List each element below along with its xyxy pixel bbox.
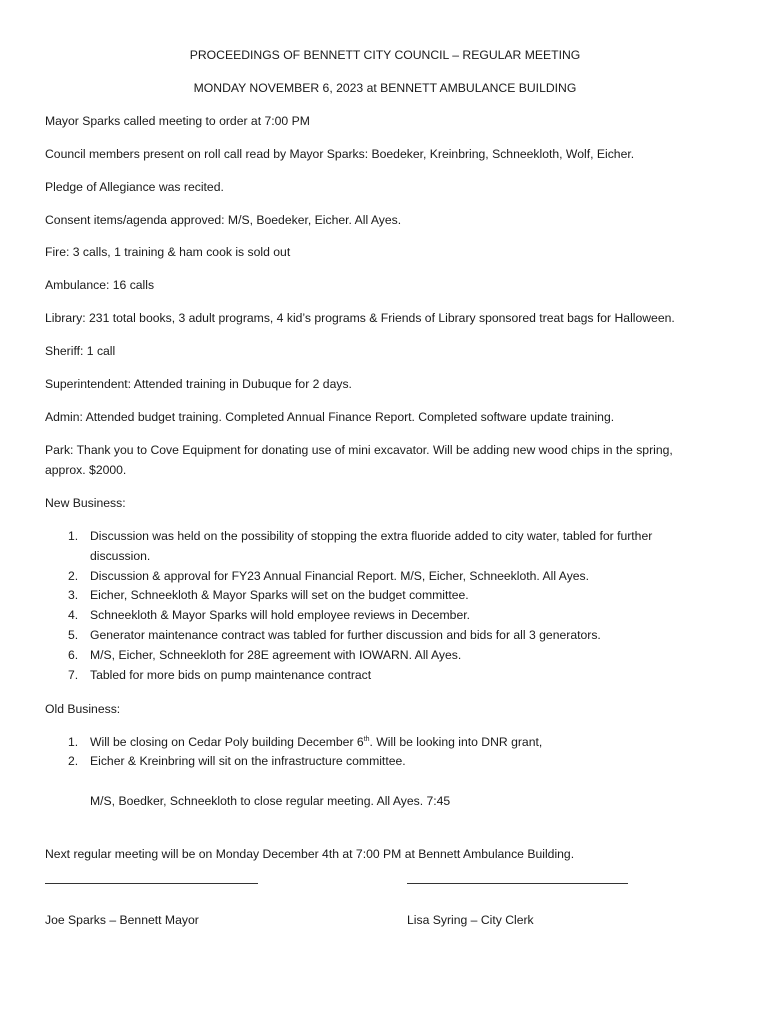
mayor-signature-line	[45, 883, 258, 884]
list-item	[68, 625, 708, 645]
ordinal-suffix: th	[363, 736, 370, 743]
list-text	[90, 732, 708, 752]
list-text-tail: . Will be looking into DNR grant,	[369, 735, 543, 749]
list-item	[68, 526, 708, 566]
admin-report: Admin: Attended budget training. Completed Annual Finance Report. Completed software update training.	[45, 410, 615, 424]
list-text: Discussion & approval for FY23 Annual Financial Report. M/S, Eicher, Schneekloth. All Ayes.	[90, 569, 590, 583]
park-report: Park: Thank you to Cove Equipment for donating use of mini excavator. Will be adding new wood chips in the spring, approx. $2000.	[45, 443, 673, 477]
clerk-signature-line	[407, 883, 628, 884]
list-item	[68, 751, 708, 771]
list-text: Eicher & Kreinbring will sit on the infrastructure committee.	[90, 754, 406, 768]
list-number: 3.	[68, 588, 79, 602]
list-number: 7.	[68, 668, 79, 682]
list-number: 2.	[68, 569, 79, 583]
list-number: 2.	[68, 754, 79, 768]
list-item	[68, 665, 708, 685]
list-number: 5.	[68, 628, 79, 642]
clerk-signature-label: Lisa Syring – City Clerk	[407, 913, 534, 927]
list-text: Discussion was held on the possibility of stopping the extra fluoride added to city water, tabled for further discussion.	[90, 529, 653, 563]
list-item	[68, 585, 708, 605]
list-text: Eicher, Schneekloth & Mayor Sparks will set on the budget committee.	[90, 588, 469, 602]
document-subtitle: MONDAY NOVEMBER 6, 2023 at BENNETT AMBULANCE BUILDING	[193, 81, 577, 95]
library-report: Library: 231 total books, 3 adult programs, 4 kid’s programs & Friends of Library sponsored treat bags for Halloween.	[45, 311, 675, 325]
sheriff-report: Sheriff: 1 call	[45, 344, 116, 358]
new-business-heading: New Business:	[45, 496, 126, 510]
list-item	[68, 605, 708, 625]
list-text: Tabled for more bids on pump maintenance contract	[90, 668, 372, 682]
list-text: M/S, Eicher, Schneekloth for 28E agreement with IOWARN. All Ayes.	[90, 648, 462, 662]
list-item	[68, 566, 708, 586]
pledge: Pledge of Allegiance was recited.	[45, 180, 224, 194]
next-meeting: Next regular meeting will be on Monday December 4th at 7:00 PM at Bennett Ambulance Building.	[45, 847, 575, 861]
document-title: PROCEEDINGS OF BENNETT CITY COUNCIL – REGULAR MEETING	[189, 48, 581, 62]
list-text: Schneekloth & Mayor Sparks will hold employee reviews in December.	[90, 608, 471, 622]
mayor-signature-label: Joe Sparks – Bennett Mayor	[45, 913, 199, 927]
list-item	[68, 645, 708, 665]
old-business-heading: Old Business:	[45, 702, 121, 716]
list-number: 4.	[68, 608, 79, 622]
list-text-main: Will be closing on Cedar Poly building December 6	[90, 735, 364, 749]
list-number: 1.	[68, 529, 79, 543]
superintendent-report: Superintendent: Attended training in Dubuque for 2 days.	[45, 377, 352, 391]
list-item	[68, 732, 708, 752]
list-text: Generator maintenance contract was tabled for further discussion and bids for all 3 generators.	[90, 628, 601, 642]
consent-items: Consent items/agenda approved: M/S, Boedeker, Eicher. All Ayes.	[45, 213, 402, 227]
adjournment: M/S, Boedker, Schneekloth to close regular meeting. All Ayes. 7:45	[90, 794, 451, 808]
roll-call: Council members present on roll call read by Mayor Sparks: Boedeker, Kreinbring, Schneekloth, Wolf, Eicher.	[45, 147, 635, 161]
fire-report: Fire: 3 calls, 1 training & ham cook is sold out	[45, 245, 291, 259]
list-number: 1.	[68, 735, 79, 749]
call-to-order: Mayor Sparks called meeting to order at 7:00 PM	[45, 114, 310, 128]
ambulance-report: Ambulance: 16 calls	[45, 278, 155, 292]
list-number: 6.	[68, 648, 79, 662]
